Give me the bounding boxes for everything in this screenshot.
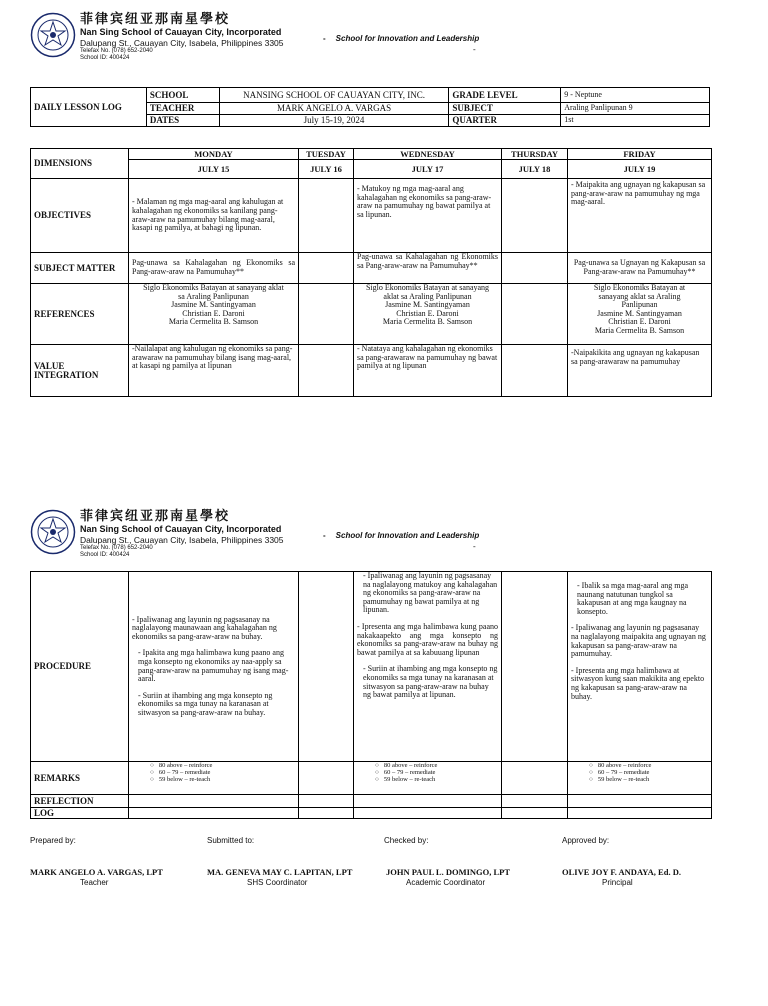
references-tuesday [299,284,354,345]
subject-matter-thursday [502,253,568,284]
objectives-tuesday [299,179,354,253]
school-telefax: Telefax No. (078) 652-2040 [80,48,153,54]
subject-label: SUBJECT [449,103,561,115]
school-tagline: - School for Innovation and Leadership [323,531,480,540]
checked-by-caption: Checked by: [384,836,429,845]
objectives-label: OBJECTIVES [31,179,129,253]
approver-role: Principal [602,878,633,887]
dates-label: DATES [146,115,219,127]
date-thursday: JULY 18 [502,160,568,179]
objectives-friday: - Maipakita ang ugnayan ng kakapusan sa pang-araw-araw na pamumuhay ng mga mag-aaral. [568,179,712,253]
day-friday: FRIDAY [568,149,712,160]
prepared-by-caption: Prepared by: [30,836,76,845]
subject-matter-tuesday [299,253,354,284]
log-label: LOG [31,808,129,819]
school-address: Dalupang St., Cauayan City, Isabela, Philippines 3305 [80,535,284,545]
school-seal-logo [30,12,76,58]
school-header [30,12,730,62]
preparer-name: MARK ANGELO A. VARGAS, LPT [30,867,163,877]
schedule-table [30,148,712,397]
value-integration-monday: -Nailalapat ang kahulugan ng ekonomiks sa pang-arawaraw na pamumuhay bilang isang mag-aaral, at kasapi ng pamilya at lipunan [129,345,299,397]
school-seal-logo [30,509,76,555]
submitted-to-name: MA. GENEVA MAY C. LAPITAN, LPT [207,867,353,877]
date-tuesday: JULY 16 [299,160,354,179]
quarter-value: 1st [561,115,710,127]
preparer-role: Teacher [80,878,109,887]
references-friday: Siglo Ekonomiks Batayan at sanayang aklat sa Araling Panlipunan Jasmine M. Santingyaman Christian E. Daroni Maria Cermelita B. Samson [568,284,712,345]
teacher-label: TEACHER [146,103,219,115]
day-thursday: THURSDAY [502,149,568,160]
school-english-name: Nan Sing School of Cauayan City, Incorporated [80,524,282,534]
day-wednesday: WEDNESDAY [354,149,502,160]
references-wednesday: Siglo Ekonomiks Batayan at sanayang aklat sa Araling Panlipunan Jasmine M. Santingyaman Christian E. Daroni Maria Cermelita B. Samson [354,284,502,345]
date-monday: JULY 15 [129,160,299,179]
lesson-info-table [30,87,710,127]
header-dash: - [473,542,476,551]
procedure-wednesday: - Ipaliwanag ang layunin ng pagsasanay na naglalayong matukoy ang kahalagahan ng ekonomiks sa pang-araw-araw na pamumuhay ng bawat pamilya at ng lipunan. - Ipresenta ang mga halimbawa kung paano nakakaapekto ang mga konsepto ng ekonomiks sa pang-araw-araw na buhay ng bawat pamilya at sa kabuuang lipunan - Suriin at ihambing ang mga konsepto ng ekonomiks sa mga tunay na karanasan at sitwasyon sa pang-araw-araw na buhay ng bawat pamilya at lipunan. [354,572,502,762]
procedure-tuesday [299,572,354,762]
references-monday: Siglo Ekonomiks Batayan at sanayang aklat sa Araling Panlipunan Jasmine M. Santingyaman Christian E. Daroni Maria Cermelita B. Samson [129,284,299,345]
dates-value: July 15-19, 2024 [219,115,449,127]
grade-level-value: 9 - Neptune [561,88,710,103]
references-label: REFERENCES [31,284,129,345]
submitted-to-caption: Submitted to: [207,836,255,845]
remarks-monday: ○ 80 above – reinforce ○ 60 – 79 – remediate ○ 59 below – re-teach [129,762,299,795]
subject-value: Araling Panlipunan 9 [561,103,710,115]
subject-matter-friday: Pag-unawa sa Ugnayan ng Kakapusan sa Pang-araw-araw na Pamumuhay** [568,253,712,284]
objectives-monday: - Malaman ng mga mag-aaral ang kahulugan at kahalagahan ng ekonomiks sa kanilang pang-araw-araw na pamumuhay bilang mag-aaral, kasapi ng pamilya, at bahagi ng lipunan. [129,179,299,253]
day-monday: MONDAY [129,149,299,160]
value-integration-tuesday [299,345,354,397]
remarks-wednesday: ○ 80 above – reinforce ○ 60 – 79 – remediate ○ 59 below – re-teach [354,762,502,795]
date-wednesday: JULY 17 [354,160,502,179]
school-label: SCHOOL [146,88,219,103]
procedure-thursday [502,572,568,762]
school-address: Dalupang St., Cauayan City, Isabela, Philippines 3305 [80,38,284,48]
procedure-friday: - Ibalik sa mga mag-aaral ang mga naunang natutunan tungkol sa kakapusan at ang mga kaugnay na konsepto. - Ipaliwanag ang layunin ng pagsasanay na naglalayong maipakita ang ugnayan ng kakapusan sa pang-araw-araw na pamumuhay. - Ipresenta ang mga halimbawa at sitwasyon kung saan makikita ang epekto ng kakapusan sa pang-araw-araw na buhay. [568,572,712,762]
approved-by-caption: Approved by: [562,836,610,845]
subject-matter-label: SUBJECT MATTER [31,253,129,284]
grade-level-label: GRADE LEVEL [449,88,561,103]
school-id: School ID: 400424 [80,55,130,61]
remarks-friday: ○ 80 above – reinforce ○ 60 – 79 – remediate ○ 59 below – re-teach [568,762,712,795]
remarks-thursday [502,762,568,795]
subject-matter-monday: Pag-unawa sa Kahalagahan ng Ekonomiks sa Pang-araw-araw na Pamumuhay** [129,253,299,284]
checker-name: JOHN PAUL L. DOMINGO, LPT [386,867,511,877]
dimensions-label: DIMENSIONS [31,149,129,179]
procedure-table [30,571,712,819]
daily-lesson-log-title: DAILY LESSON LOG [31,88,147,127]
school-value: NANSING SCHOOL OF CAUAYAN CITY, INC. [219,88,449,103]
subject-matter-wednesday: Pag-unawa sa Kahalagahan ng Ekonomiks sa Pang-araw-araw na Pamumuhay** [354,253,502,284]
school-header-page2 [30,509,730,559]
school-telefax: Telefax No. (078) 652-2040 [80,545,153,551]
reflection-label: REFLECTION [31,795,129,808]
value-integration-label: VALUE INTEGRATION [31,345,129,397]
objectives-thursday [502,179,568,253]
school-chinese-name: 菲律宾纽亚那南星學校 [80,12,231,27]
procedure-monday: - Ipaliwanag ang layunin ng pagsasanay na naglalayong maunawaan ang kahalagahan ng ekonomiks sa pang-araw-araw na buhay. - Ipakita ang mga halimbawa kung paano ang mga konsepto ng ekonomiks ay naa-apply sa pang-araw-araw na pamumuhay ng isang mag-aaral. - Suriin at ihambing ang mga konsepto ng ekonomiks sa mga tunay na karanasan at sitwasyon sa pang-araw-araw na buhay. [129,572,299,762]
references-thursday [502,284,568,345]
remarks-tuesday [299,762,354,795]
value-integration-wednesday: - Natataya ang kahalagahan ng ekonomiks sa pang-arawaraw na pamumuhay ng bawat pamilya at ng lipunan [354,345,502,397]
checker-role: Academic Coordinator [406,878,486,887]
teacher-value: MARK ANGELO A. VARGAS [219,103,449,115]
date-friday: JULY 19 [568,160,712,179]
day-tuesday: TUESDAY [299,149,354,160]
school-tagline: - School for Innovation and Leadership [323,34,480,43]
header-dash: - [473,45,476,54]
objectives-wednesday: - Matukoy ng mga mag-aaral ang kahalagahan ng ekonomiks sa pang-araw-araw na pamumuhay ng bawat pamilya at sa lipunan. [354,179,502,253]
value-integration-friday: -Naipakikita ang ugnayan ng kakapusan sa pang-arawaraw na pamumuhay [568,345,712,397]
school-english-name: Nan Sing School of Cauayan City, Incorporated [80,27,282,37]
procedure-label: PROCEDURE [31,572,129,762]
quarter-label: QUARTER [449,115,561,127]
remarks-label: REMARKS [31,762,129,795]
approver-name: OLIVE JOY F. ANDAYA, Ed. D. [562,867,681,877]
value-integration-thursday [502,345,568,397]
submitted-to-role: SHS Coordinator [247,878,308,887]
school-id: School ID: 400424 [80,552,130,558]
school-chinese-name: 菲律宾纽亚那南星學校 [80,509,231,524]
